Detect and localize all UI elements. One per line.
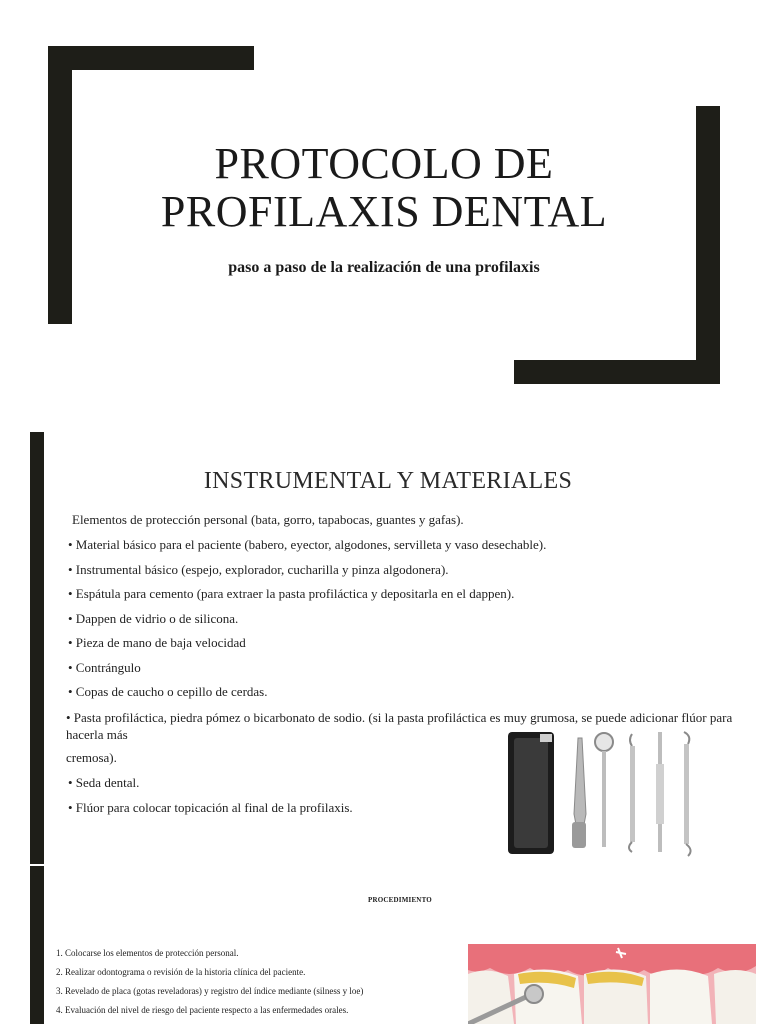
list-item: • Dappen de vidrio o de silicona. xyxy=(68,611,239,626)
frame-bottom-right-horizontal xyxy=(514,360,720,384)
list-item: • Material básico para el paciente (babero, eyector, algodones, servilleta y vaso desechable). xyxy=(68,537,547,552)
materials-slide xyxy=(0,432,768,864)
list-item: • Instrumental básico (espejo, explorador, cucharilla y pinza algodonera). xyxy=(68,562,449,577)
procedure-heading: PROCEDIMIENTO xyxy=(368,896,432,904)
title-slide xyxy=(0,0,768,420)
procedure-step: 4. Evaluación del nivel de riesgo del paciente respecto a las enfermedades orales. xyxy=(56,1005,349,1015)
slide-subtitle: paso a paso de la realización de una profilaxis xyxy=(228,259,540,276)
left-accent-bar xyxy=(30,866,44,1024)
frame-top-left-horizontal xyxy=(48,46,254,70)
left-accent-bar xyxy=(30,432,44,864)
teeth-cleaning-image xyxy=(468,944,756,1024)
frame-top-left-vertical xyxy=(48,46,72,324)
procedure-step: 2. Realizar odontograma o revisión de la historia clínica del paciente. xyxy=(56,967,306,977)
list-item: • Copas de caucho o cepillo de cerdas. xyxy=(68,684,268,699)
list-item: Elementos de protección personal (bata, gorro, tapabocas, guantes y gafas). xyxy=(72,512,464,527)
title-line-2: PROFILAXIS DENTAL xyxy=(160,187,608,236)
frame-bottom-right-vertical xyxy=(696,106,720,384)
list-item: cremosa). xyxy=(66,750,117,765)
procedure-slide xyxy=(0,866,768,1024)
procedure-step: 3. Revelado de placa (gotas reveladoras) y registro del índice mediante (silness y loe) xyxy=(56,986,364,996)
list-item: • Seda dental. xyxy=(68,775,140,790)
title-line-1: PROTOCOLO DE xyxy=(214,139,554,188)
list-item: • Pasta profiláctica, piedra pómez o bicarbonato de sodio. (si la pasta profiláctica es muy grumosa, se puede adicionar flúor para hacerla más xyxy=(66,710,733,742)
procedure-step: 1. Colocarse los elementos de protección personal. xyxy=(56,948,239,958)
slide-title xyxy=(80,140,688,236)
materials-title: INSTRUMENTAL Y MATERIALES xyxy=(203,468,573,494)
list-item: • Flúor para colocar topicación al final de la profilaxis. xyxy=(68,800,353,815)
list-item: • Pieza de mano de baja velocidad xyxy=(68,635,246,650)
list-item: • Espátula para cemento (para extraer la pasta profiláctica y depositarla en el dappen). xyxy=(68,586,515,601)
list-item: • Contrángulo xyxy=(68,660,141,675)
dental-instruments-image xyxy=(500,724,710,864)
